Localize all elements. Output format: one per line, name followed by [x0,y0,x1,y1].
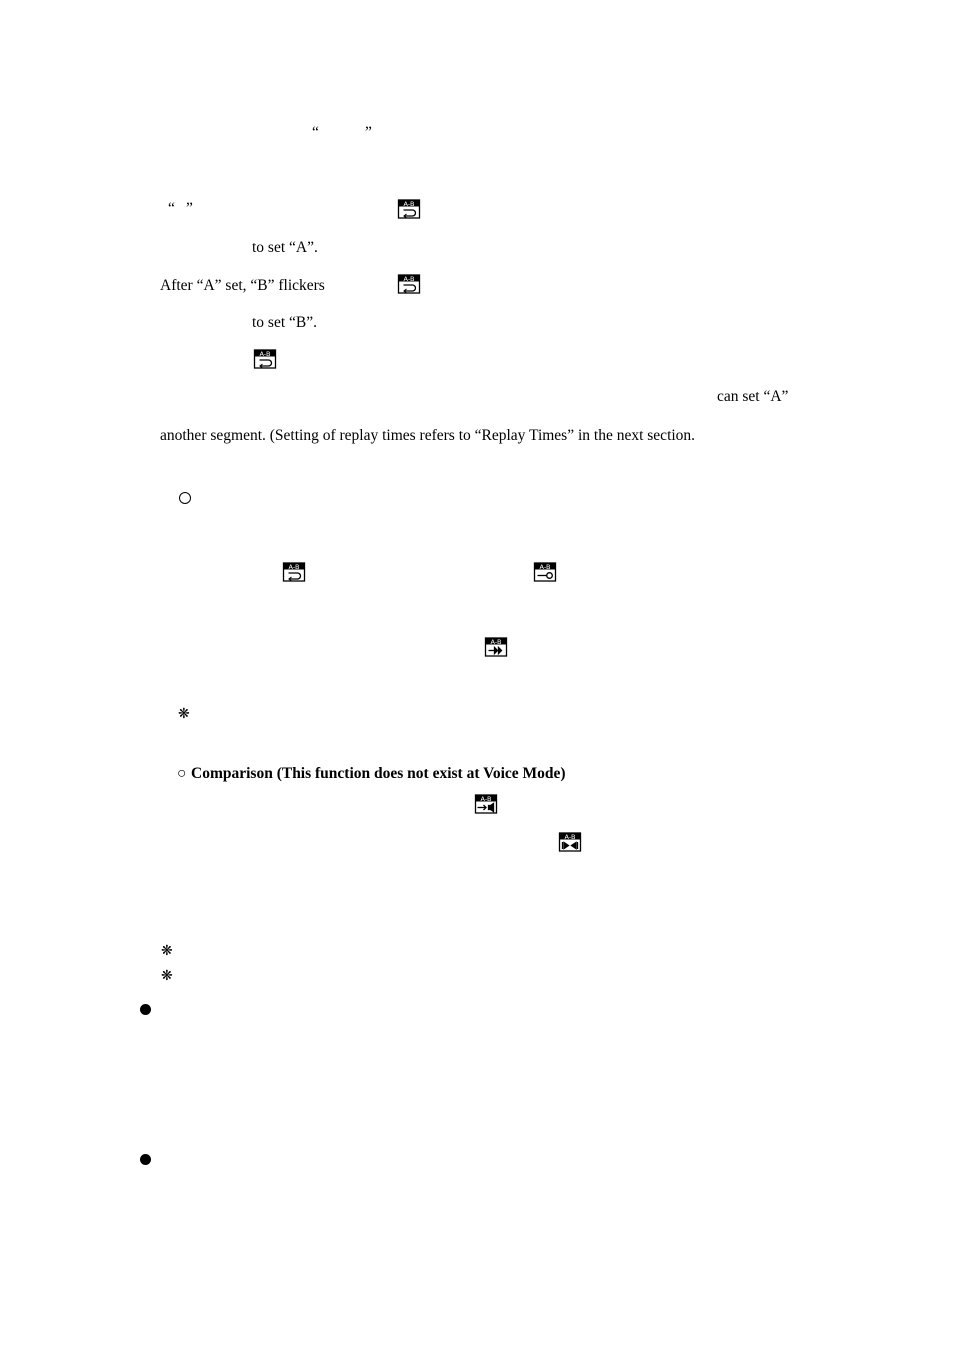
svg-text:A-B: A-B [259,349,271,358]
text-another-segment: another segment. (Setting of replay times refers to “Replay Times” in the next section. [160,427,696,444]
svg-text:A-B: A-B [564,832,576,841]
ab-record-icon [474,794,498,814]
text-set-b: to set “B”. [252,314,317,331]
text-can-set-a: can set “A” [717,388,789,405]
ab-repeat-icon [253,349,277,369]
ab-repeat-icon [282,562,306,582]
quote-open-2: “ [168,200,175,217]
quote-close: ” [365,124,372,141]
quote-close-2: ” [186,200,193,217]
svg-text:A-B: A-B [490,637,502,646]
asterisk-icon: ❋ [161,969,173,984]
text-set-a: to set “A”. [252,239,318,256]
filled-bullet [140,1154,151,1165]
svg-text:A-B: A-B [539,562,551,571]
ab-settings-icon [533,562,557,582]
asterisk-icon: ❋ [161,944,173,959]
svg-text:A-B: A-B [288,562,300,571]
ab-compare-icon [558,832,582,852]
text-after-a: After “A” set, “B” flickers [160,277,325,294]
filled-bullet [140,1004,151,1015]
ab-repeat-icon [397,274,421,294]
ab-repeat-icon [397,199,421,219]
svg-text:A-B: A-B [403,199,415,208]
hollow-bullet [179,492,191,504]
svg-text:A-B: A-B [403,274,415,283]
quote-open: “ [312,124,319,141]
ab-forward-icon [484,637,508,657]
comparison-title: Comparison (This function does not exist at Voice Mode) [191,765,566,782]
svg-text:A-B: A-B [480,794,492,803]
comparison-bullet: ○ [177,765,187,782]
asterisk-icon: ❋ [178,707,190,722]
